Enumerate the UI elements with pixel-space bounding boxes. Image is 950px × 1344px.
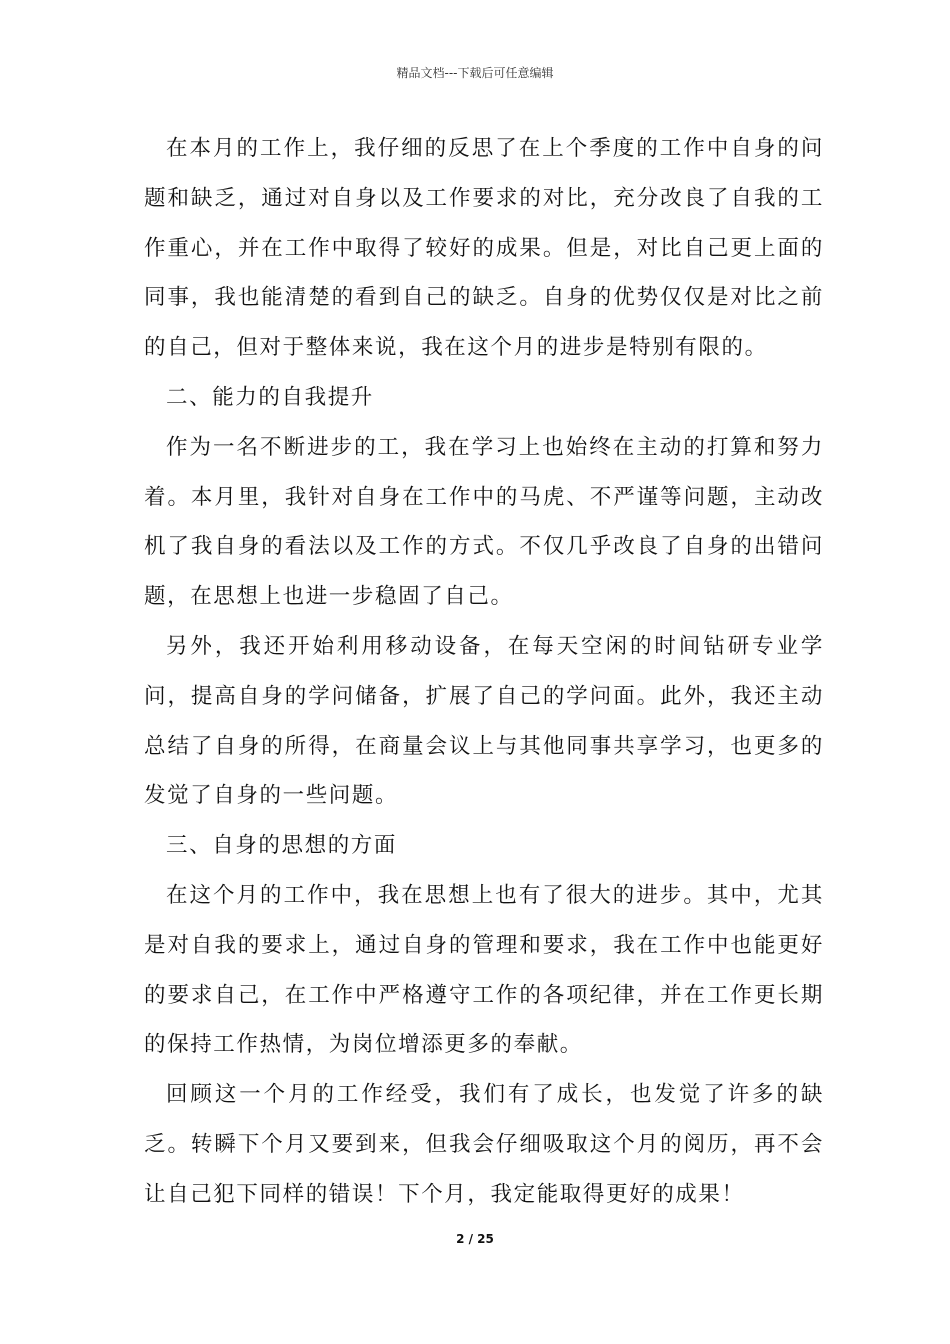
paragraph-conclusion: 回顾这一个月的工作经受，我们有了成长，也发觉了许多的缺乏。转瞬下个月又要到来，但我会仔细吸取这个月的阅历，再不会让自己犯下同样的错误！下个月，我定能取得更好的成果！ bbox=[144, 1082, 824, 1207]
section-heading-thinking: 三、自身的思想的方面 bbox=[166, 833, 398, 859]
section-heading-ability: 二、能力的自我提升 bbox=[166, 384, 374, 410]
document-body bbox=[144, 124, 824, 1220]
page-number: 2 / 25 bbox=[456, 1232, 494, 1246]
paragraph-ability-improvement: 作为一名不断进步的工，我在学习上也始终在主动的打算和努力着。本月里，我针对自身在工作中的马虎、不严谨等问题，主动改机了我自身的看法以及工作的方式。不仅几乎改良了自身的出错问题，在思想上也进一步稳固了自己。 bbox=[144, 434, 824, 610]
paragraph-knowledge-expansion: 另外，我还开始利用移动设备，在每天空闲的时间钻研专业学问，提高自身的学问储备，扩展了自己的学问面。此外，我还主动总结了自身的所得，在商量会议上与其他同事共享学习，也更多的发觉了自身的一些问题。 bbox=[144, 633, 824, 809]
paragraph-monthly-reflection: 在本月的工作上，我仔细的反思了在上个季度的工作中自身的问题和缺乏，通过对自身以及工作要求的对比，充分改良了自我的工作重心，并在工作中取得了较好的成果。但是，对比自己更上面的同事，我也能清楚的看到自己的缺乏。自身的优势仅仅是对比之前的自己，但对于整体来说，我在这个月的进步是特别有限的。 bbox=[144, 136, 824, 361]
paragraph-thinking-progress: 在这个月的工作中，我在思想上也有了很大的进步。其中，尤其是对自我的要求上，通过自身的管理和要求，我在工作中也能更好的要求自己，在工作中严格遵守工作的各项纪律，并在工作更长期的保持工作热情，为岗位增添更多的奉献。 bbox=[144, 882, 824, 1058]
page-header-note: 精品文档---下载后可任意编辑 bbox=[396, 66, 554, 80]
